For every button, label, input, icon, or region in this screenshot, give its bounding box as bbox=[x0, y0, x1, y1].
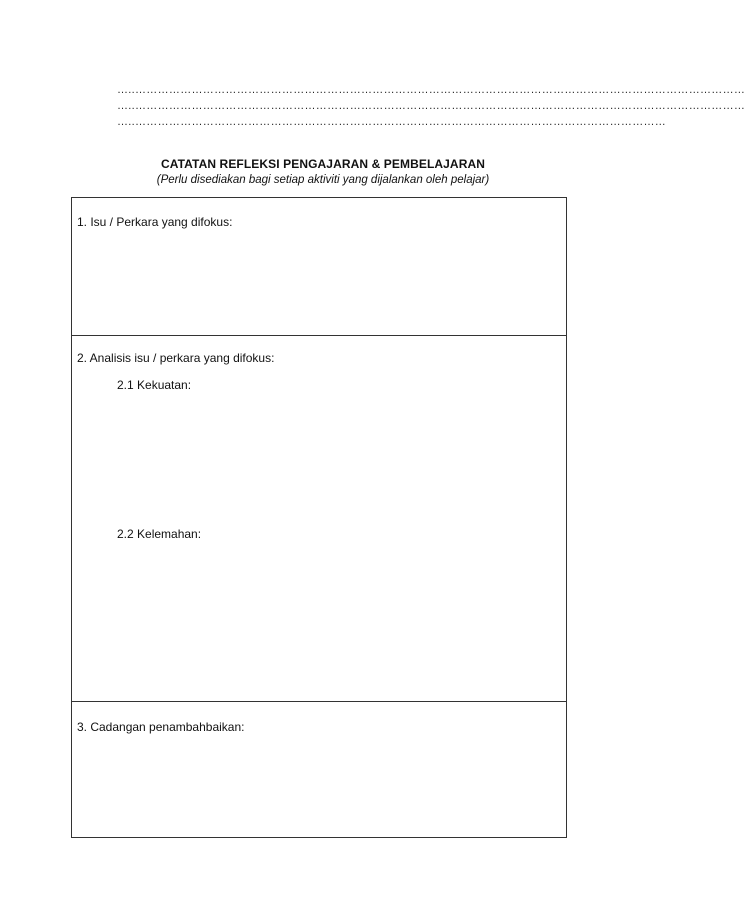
page-subtitle: (Perlu disediakan bagi setiap aktiviti yang dijalankan oleh pelajar) bbox=[156, 174, 490, 186]
strengths-label: 2.1 Kekuatan: bbox=[117, 378, 192, 392]
fill-line-3: …..…………………………………………………………………………………………………………………………… bbox=[117, 116, 667, 128]
issue-label: 1. Isu / Perkara yang difokus: bbox=[77, 215, 233, 229]
fill-line-2: …..……………………………………………………………………………………………………………………………………………… bbox=[117, 100, 745, 112]
weaknesses-label: 2.2 Kelemahan: bbox=[117, 527, 202, 541]
improvement-section[interactable] bbox=[72, 702, 566, 838]
page-title: CATATAN REFLEKSI PENGAJARAN & PEMBELAJARAN bbox=[161, 157, 485, 171]
fill-line-1: …..……………………………………………………………………………………………………………………………………………… bbox=[117, 84, 745, 96]
analysis-label: 2. Analisis isu / perkara yang difokus: bbox=[77, 351, 275, 365]
improvement-label: 3. Cadangan penambahbaikan: bbox=[77, 720, 245, 734]
reflection-form-table bbox=[71, 197, 567, 838]
analysis-section[interactable] bbox=[72, 336, 566, 702]
issue-section[interactable] bbox=[72, 198, 566, 336]
